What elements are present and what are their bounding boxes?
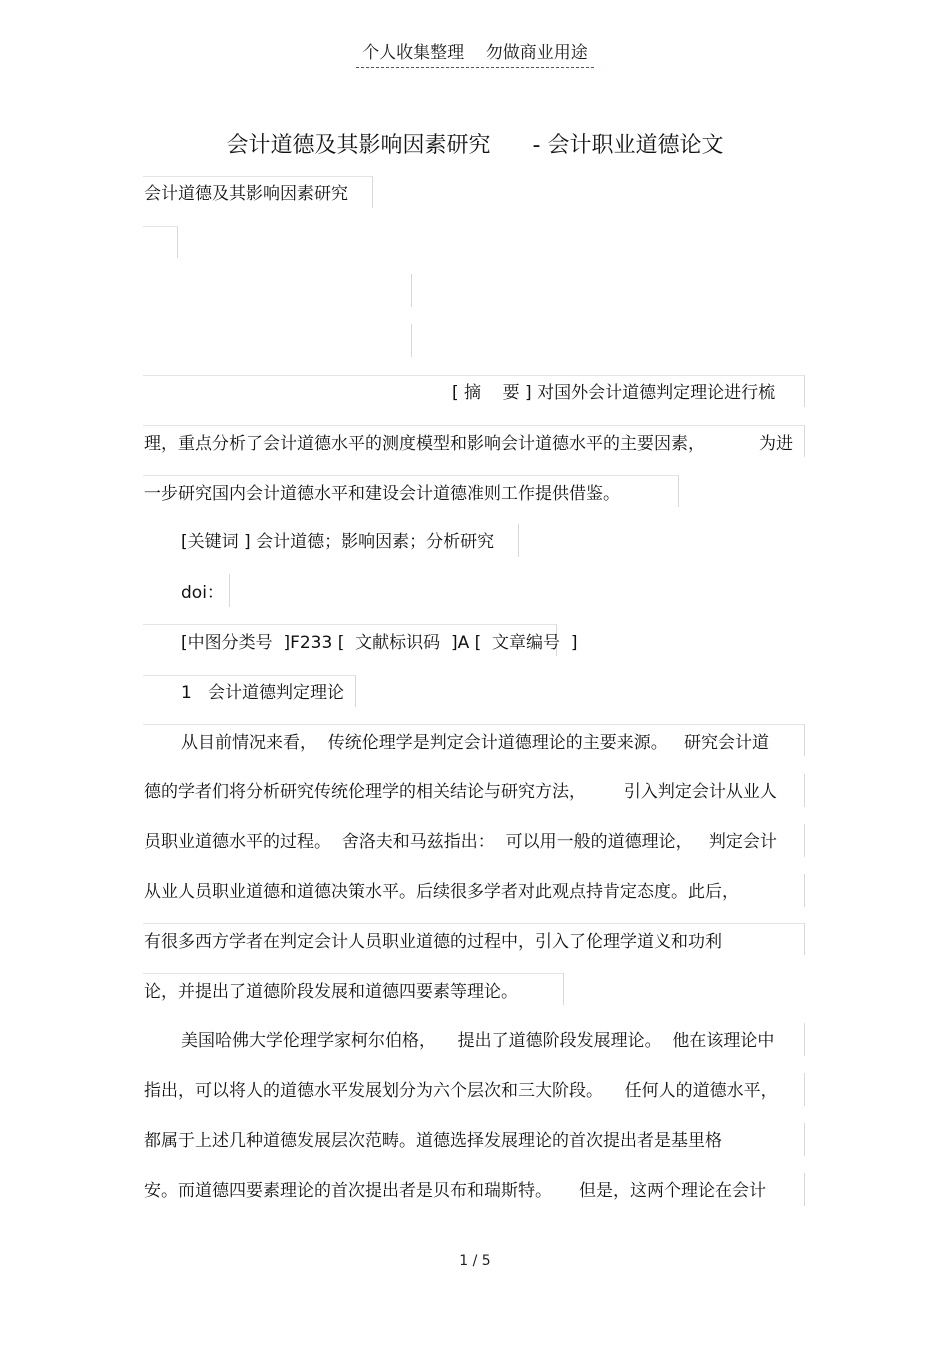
rule-line xyxy=(518,524,519,557)
paragraph-line: 从业人员职业道德和道德决策水平。后续很多学者对此观点持肯定态度。此后， xyxy=(144,882,739,902)
abstract-line: 一步研究国内会计道德水平和建设会计道德准则工作提供借鉴。 xyxy=(144,484,620,504)
rule-line xyxy=(804,874,805,907)
abstract-line: 理，重点分析了会计道德水平的测度模型和影响会计道德水平的主要因素， 为进 xyxy=(144,434,794,454)
rule-line xyxy=(804,1123,805,1156)
paragraph-line: 员职业道德水平的过程。 舍洛夫和马兹指出： 可以用一般的道德理论， 判定会计 xyxy=(144,832,777,852)
rule-line xyxy=(804,774,805,807)
rule-line xyxy=(411,274,412,307)
section-heading: 1 会计道德判定理论 xyxy=(181,683,345,703)
rule-line xyxy=(804,1173,805,1206)
keywords: [关键词 ] 会计道德；影响因素；分析研究 xyxy=(181,532,495,552)
rule-line xyxy=(229,574,230,607)
paragraph-line: 安。而道德四要素理论的首次提出者是贝布和瑞斯特。 但是，这两个理论在会计 xyxy=(144,1181,767,1201)
paragraph-line: 从目前情况来看， 传统伦理学是判定会计道德理论的主要来源。 研究会计道 xyxy=(181,733,770,753)
paragraph-line: 都属于上述几种道德发展层次范畴。道德选择发展理论的首次提出者是基里格 xyxy=(144,1131,722,1151)
abstract-line: [ 摘 要 ] 对国外会计道德判定理论进行梳 xyxy=(452,383,776,403)
rule-line xyxy=(804,824,805,857)
header-note-text: 个人收集整理 勿做商业用途 xyxy=(356,41,594,68)
rule-line xyxy=(804,1023,805,1056)
classification-line: [中图分类号 ]F233 [ 文献标识码 ]A [ 文章编号 ] xyxy=(181,633,578,653)
subtitle: 会计道德及其影响因素研究 xyxy=(144,184,348,204)
header-note xyxy=(0,41,950,68)
rule-line xyxy=(804,1073,805,1106)
page-number: 1 / 5 xyxy=(459,1253,491,1269)
paragraph-line: 美国哈佛大学伦理学家柯尔伯格， 提出了道德阶段发展理论。 他在该理论中 xyxy=(181,1031,775,1051)
rule-frame xyxy=(143,226,178,258)
paragraph-line: 指出，可以将人的道德水平发展划分为六个层次和三大阶段。 任何人的道德水平， xyxy=(144,1081,778,1101)
paragraph-line: 德的学者们将分析研究传统伦理学的相关结论与研究方法， 引入判定会计从业人 xyxy=(144,782,777,802)
paragraph-line: 有很多西方学者在判定会计人员职业道德的过程中，引入了伦理学道义和功利 xyxy=(144,932,722,952)
rule-line xyxy=(411,324,412,357)
doi: doi： xyxy=(181,583,224,603)
document-title: 会计道德及其影响因素研究 - 会计职业道德论文 xyxy=(226,133,724,158)
paragraph-line: 论，并提出了道德阶段发展和道德四要素等理论。 xyxy=(144,982,518,1002)
